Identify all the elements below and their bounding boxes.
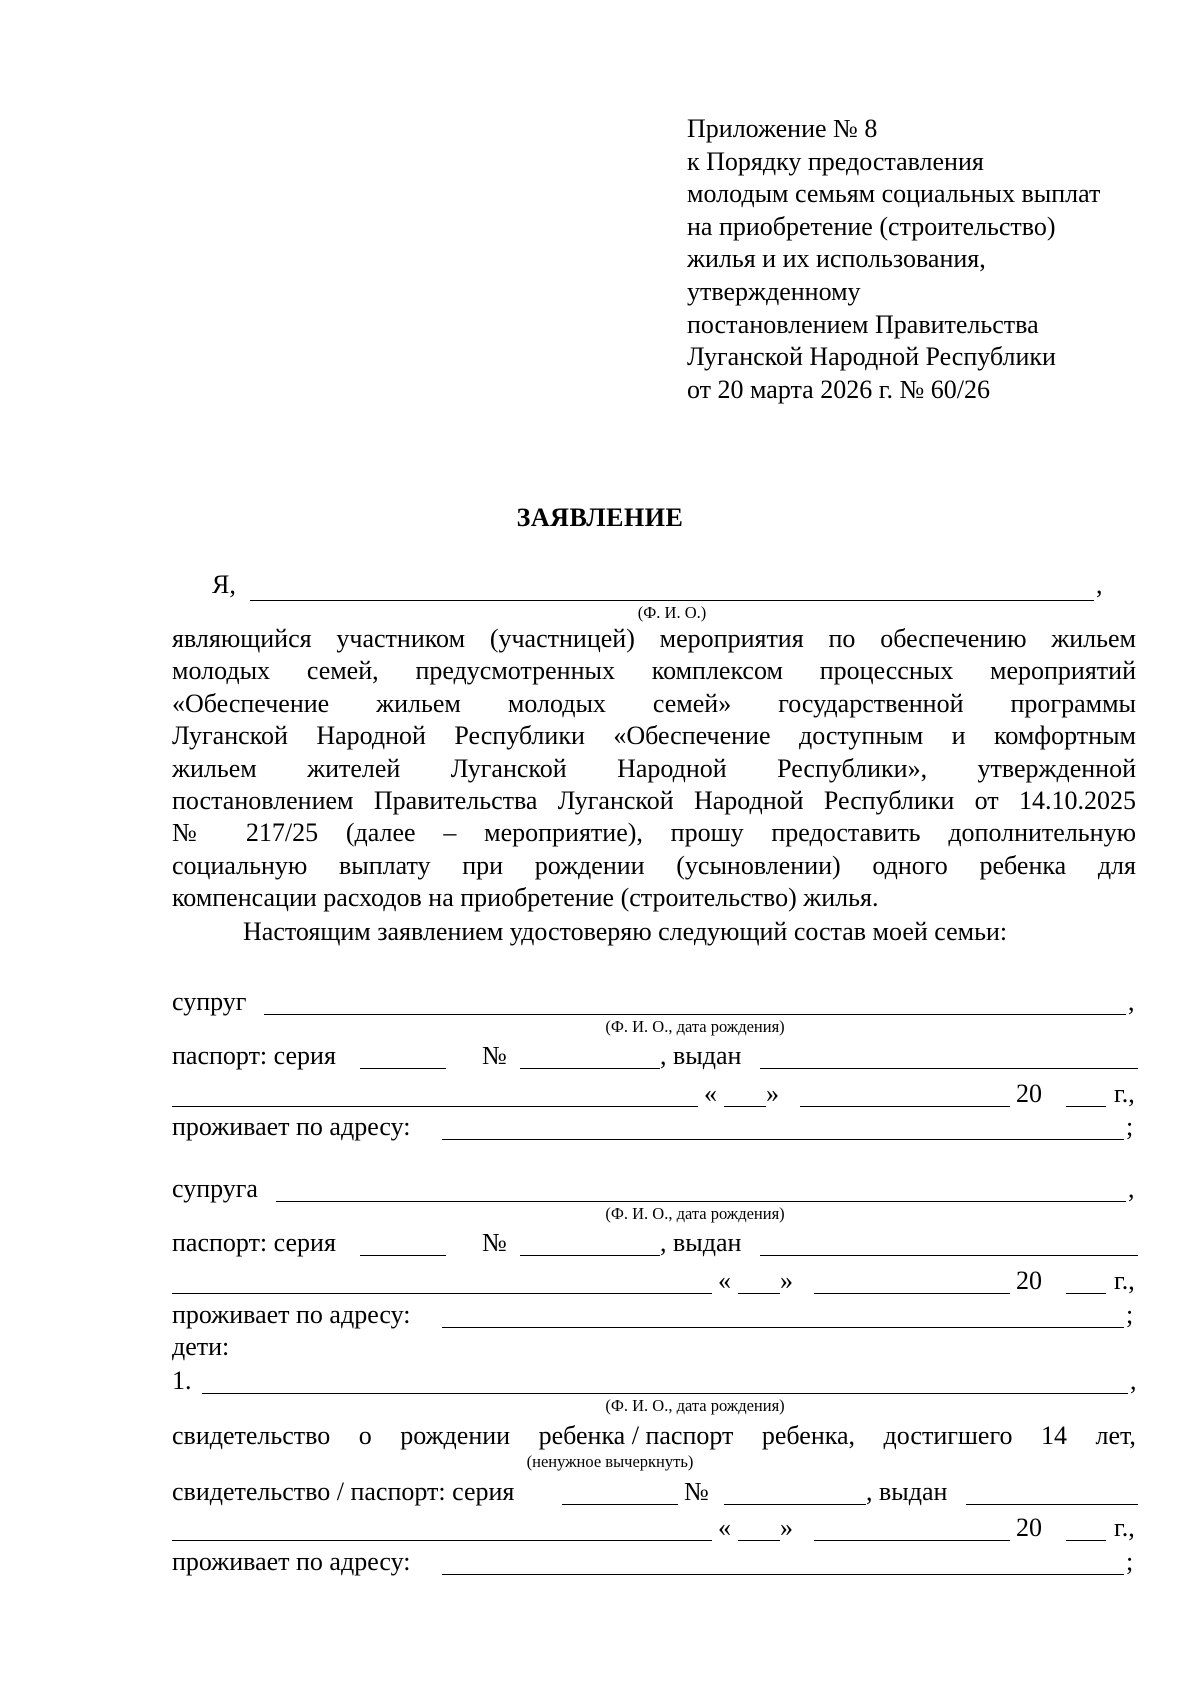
- child-address-field[interactable]: [442, 1574, 1124, 1575]
- approval-line: от 20 марта 2026 г. № 60/26: [687, 374, 990, 404]
- child-issued-by-field[interactable]: [966, 1504, 1138, 1505]
- wife-address-label: проживает по адресу:: [172, 1300, 411, 1329]
- wife-label: супруга: [172, 1174, 258, 1203]
- husband-passport-label: паспорт: серия: [172, 1041, 336, 1070]
- wife-issued-by-field[interactable]: [760, 1255, 1138, 1256]
- wife-caption: (Ф. И. О., дата рождения): [605, 1204, 785, 1223]
- approval-line: постановлением Правительства: [687, 309, 1039, 339]
- certificate-word: свидетельство: [172, 1421, 331, 1450]
- year-prefix: 20: [1016, 1513, 1042, 1542]
- quote-close: »: [780, 1266, 793, 1295]
- paragraph-line: жильем жителей Луганской Народной Республики», утвержденной: [172, 753, 1136, 783]
- quote-close: »: [780, 1513, 793, 1542]
- certificate-word: рождении: [400, 1421, 511, 1450]
- child-issue-month-field[interactable]: [814, 1540, 1010, 1541]
- child-issue-year-field[interactable]: [1066, 1540, 1106, 1541]
- paragraph-line: являющийся участником (участницей) мероприятия по обеспечению жильем: [172, 624, 1136, 653]
- wife-address-field[interactable]: [442, 1327, 1124, 1328]
- certificate-word: ребенка,: [761, 1421, 856, 1450]
- child-caption: (Ф. И. О., дата рождения): [605, 1396, 785, 1415]
- approval-line: Луганской Народной Республики: [687, 342, 1056, 372]
- main-paragraph: [172, 623, 1136, 915]
- paragraph-line: «Обеспечение жильем молодых семей» государственной программы: [172, 688, 1136, 718]
- year-prefix: 20: [1016, 1266, 1042, 1295]
- certificate-word: лет,: [1095, 1421, 1136, 1450]
- child-address-label: проживает по адресу:: [172, 1547, 411, 1576]
- husband-address-label: проживает по адресу:: [172, 1112, 411, 1141]
- children-label: дети:: [172, 1332, 230, 1361]
- quote-close: »: [766, 1079, 779, 1108]
- husband-fio-field[interactable]: [264, 1014, 1126, 1015]
- paragraph-line: Луганской Народной Республики «Обеспечение доступным и комфортным: [172, 721, 1136, 751]
- paragraph-line: социальную выплату при рождении (усыновлении) одного ребенка для: [172, 850, 1136, 880]
- certificate-word: ребенка / паспорт: [538, 1421, 734, 1450]
- husband-passport-series-field[interactable]: [360, 1068, 446, 1069]
- number-sign: №: [482, 1228, 507, 1257]
- semicolon: ;: [1126, 1112, 1134, 1141]
- wife-passport-series-field[interactable]: [360, 1255, 446, 1256]
- child-number: 1.: [172, 1366, 192, 1395]
- husband-label: супруг: [172, 987, 247, 1016]
- fio-caption: (Ф. И. О.): [637, 603, 707, 622]
- child-issued-by-field-continued[interactable]: [172, 1540, 712, 1541]
- issued-label: , выдан: [660, 1041, 742, 1070]
- paragraph-line: молодых семей, предусмотренных комплексом процессных мероприятий: [172, 656, 1136, 686]
- comma: ,: [1130, 1366, 1137, 1395]
- certificate-word: 14: [1040, 1421, 1067, 1450]
- certificate-word: достигшего: [883, 1421, 1013, 1450]
- fio-field[interactable]: [250, 600, 1094, 601]
- intro-prefix: Я,: [212, 570, 236, 599]
- certificate-line: [172, 1421, 1136, 1451]
- approval-line: Приложение № 8: [687, 114, 878, 143]
- wife-issue-day-field[interactable]: [738, 1293, 780, 1294]
- paragraph-line: компенсации расходов на приобретение (строительство) жилья.: [172, 883, 879, 913]
- certificate-caption: (ненужное вычеркнуть): [526, 1452, 694, 1471]
- paragraph-line: № 217/25 (далее – мероприятие), прошу предоставить дополнительную: [172, 818, 1136, 848]
- approval-line: молодым семьям социальных выплат: [687, 179, 1101, 209]
- approval-block: [687, 113, 1100, 406]
- comma: ,: [1128, 987, 1135, 1016]
- husband-issue-day-field[interactable]: [724, 1106, 766, 1107]
- wife-fio-field[interactable]: [276, 1201, 1126, 1202]
- husband-passport-number-field[interactable]: [520, 1068, 660, 1069]
- semicolon: ;: [1126, 1547, 1134, 1576]
- issued-label: , выдан: [866, 1477, 948, 1506]
- child-doc-series-field[interactable]: [562, 1504, 678, 1505]
- wife-passport-label: паспорт: серия: [172, 1228, 336, 1257]
- husband-issue-year-field[interactable]: [1066, 1106, 1106, 1107]
- composition-statement: Настоящим заявлением удостоверяю следующий состав моей семьи:: [243, 917, 1008, 946]
- approval-line: к Порядку предоставления: [687, 146, 984, 176]
- number-sign: №: [482, 1041, 507, 1070]
- husband-address-field[interactable]: [442, 1139, 1124, 1140]
- approval-line: на приобретение (строительство): [687, 211, 1056, 241]
- intro-comma: ,: [1096, 570, 1103, 599]
- document-title: ЗАЯВЛЕНИЕ: [516, 503, 684, 532]
- wife-issue-month-field[interactable]: [814, 1293, 1010, 1294]
- wife-issued-by-field-continued[interactable]: [172, 1293, 712, 1294]
- child-fio-field[interactable]: [202, 1393, 1128, 1394]
- child-doc-label: свидетельство / паспорт: серия: [172, 1477, 515, 1506]
- husband-caption: (Ф. И. О., дата рождения): [605, 1017, 785, 1036]
- year-suffix: г.,: [1114, 1266, 1135, 1295]
- approval-line: утвержденному: [687, 276, 861, 306]
- quote-open: «: [704, 1079, 717, 1108]
- year-prefix: 20: [1016, 1079, 1042, 1108]
- year-suffix: г.,: [1114, 1513, 1135, 1542]
- number-sign: №: [684, 1477, 709, 1506]
- issued-label: , выдан: [660, 1228, 742, 1257]
- approval-line: жилья и их использования,: [687, 244, 986, 274]
- year-suffix: г.,: [1114, 1079, 1135, 1108]
- quote-open: «: [718, 1513, 731, 1542]
- semicolon: ;: [1126, 1300, 1134, 1329]
- certificate-word: о: [358, 1421, 372, 1450]
- comma: ,: [1128, 1174, 1135, 1203]
- husband-issued-by-field-continued[interactable]: [172, 1106, 698, 1107]
- child-issue-day-field[interactable]: [738, 1540, 780, 1541]
- wife-passport-number-field[interactable]: [520, 1255, 660, 1256]
- paragraph-line: постановлением Правительства Луганской Народной Республики от 14.10.2025: [172, 785, 1136, 815]
- husband-issue-month-field[interactable]: [800, 1106, 1010, 1107]
- husband-issued-by-field[interactable]: [760, 1068, 1138, 1069]
- child-doc-number-field[interactable]: [724, 1504, 866, 1505]
- wife-issue-year-field[interactable]: [1066, 1293, 1106, 1294]
- quote-open: «: [718, 1266, 731, 1295]
